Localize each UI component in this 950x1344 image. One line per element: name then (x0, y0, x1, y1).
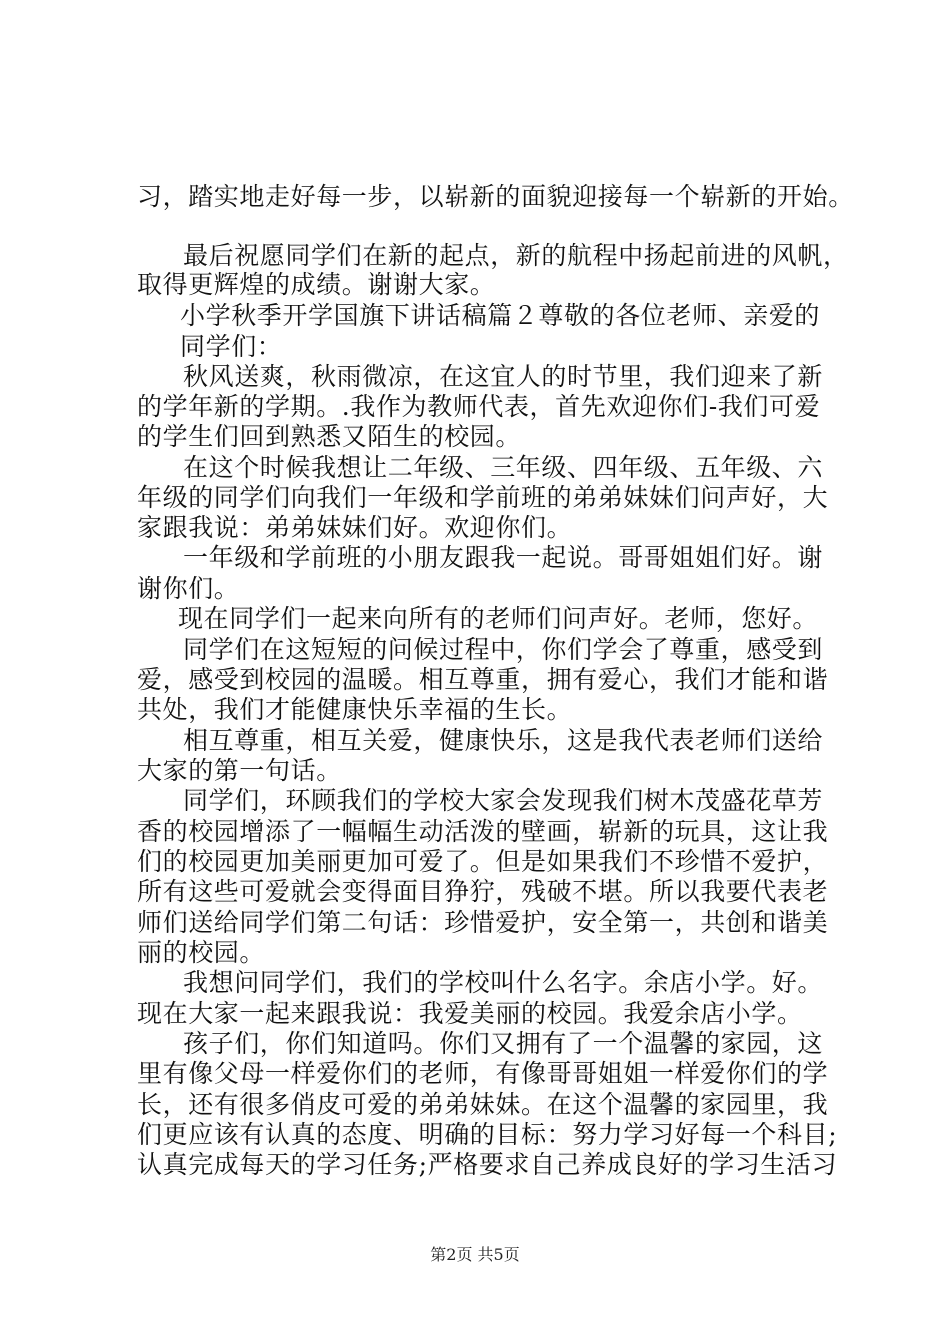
text-line: 的学生们回到熟悉又陌生的校园。 (137, 422, 522, 451)
text-line: 香的校园增添了一幅幅生动活泼的壁画，崭新的玩具，这让我 (137, 817, 829, 846)
text-line: 小学秋季开学国旗下讲话稿篇２尊敬的各位老师、亲爱的 (180, 301, 821, 330)
text-line: 一年级和学前班的小朋友跟我一起说。哥哥姐姐们好。谢 (183, 543, 824, 572)
text-line: 们更应该有认真的态度、明确的目标：努力学习好每一个科目; (137, 1120, 838, 1149)
page-number-footer: 第2页 共5页 (430, 1245, 520, 1264)
text-line: 相互尊重，相互关爱，健康快乐，这是我代表老师们送给 (183, 726, 824, 755)
text-line: 秋风送爽，秋雨微凉，在这宜人的时节里，我们迎来了新 (183, 362, 824, 391)
text-line: 里有像父母一样爱你们的老师，有像哥哥姐姐一样爱你们的学 (137, 1059, 829, 1088)
text-line: 师们送给同学们第二句话：珍惜爱护，安全第一，共创和谐美 (137, 908, 829, 937)
text-line: 长，还有很多俏皮可爱的弟弟妹妹。在这个温馨的家园里，我 (137, 1090, 829, 1119)
text-line: 们的校园更加美丽更加可爱了。但是如果我们不珍惜不爱护， (137, 847, 829, 876)
text-line: 孩子们，你们知道吗。你们又拥有了一个温馨的家园，这 (183, 1029, 824, 1058)
text-line: 认真完成每天的学习任务;严格要求自己养成良好的学习生活习 (137, 1150, 838, 1179)
text-line: 丽的校园。 (137, 938, 266, 967)
text-line: 现在同学们一起来向所有的老师们问声好。老师，您好。 (178, 604, 819, 633)
text-line: 在这个时候我想让二年级、三年级、四年级、五年级、六 (183, 453, 824, 482)
text-line: 最后祝愿同学们在新的起点，新的航程中扬起前进的风帆， (183, 241, 849, 270)
text-line: 同学们，环顾我们的学校大家会发现我们树木茂盛花草芳 (183, 786, 824, 815)
text-line: 现在大家一起来跟我说：我爱美丽的校园。我爱余店小学。 (137, 999, 803, 1028)
text-line: 谢你们。 (137, 574, 240, 603)
text-line: 我想问同学们，我们的学校叫什么名字。余店小学。好。 (183, 968, 824, 997)
text-line: 家跟我说：弟弟妹妹们好。欢迎你们。 (137, 513, 573, 542)
text-line: 取得更辉煌的成绩。谢谢大家。 (137, 270, 496, 299)
text-line: 大家的第一句话。 (137, 756, 342, 785)
text-line: 共处，我们才能健康快乐幸福的生长。 (137, 695, 573, 724)
text-line: 同学们： (180, 332, 283, 361)
text-line: 年级的同学们向我们一年级和学前班的弟弟妹妹们问声好，大 (137, 483, 829, 512)
text-line: 爱，感受到校园的温暖。相互尊重，拥有爱心，我们才能和谐 (137, 665, 829, 694)
text-line: 的学年新的学期。.我作为教师代表，首先欢迎你们-我们可爱 (137, 392, 821, 421)
text-line: 习，踏实地走好每一步，以崭新的面貌迎接每一个崭新的开始。 (137, 182, 854, 211)
text-line: 所有这些可爱就会变得面目狰狞，残破不堪。所以我要代表老 (137, 877, 829, 906)
text-line: 同学们在这短短的问候过程中，你们学会了尊重，感受到 (183, 635, 824, 664)
